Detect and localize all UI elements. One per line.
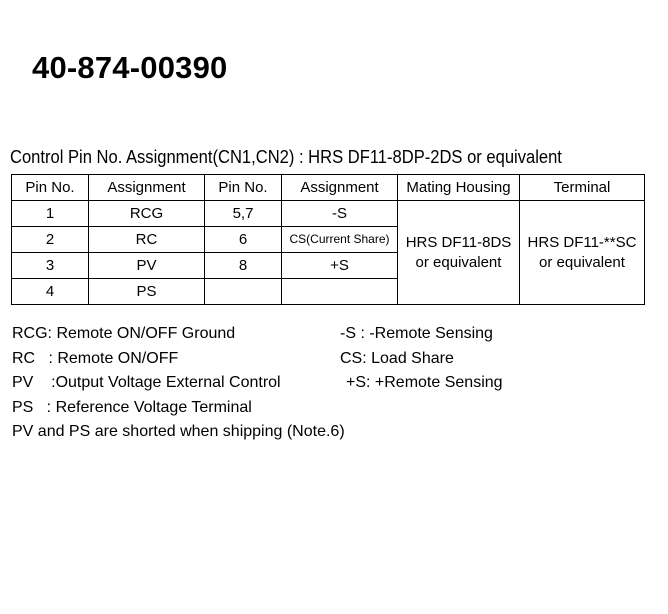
note-rc: RC : Remote ON/OFF (12, 349, 179, 367)
legend-notes (12, 322, 503, 445)
note-ps: PS : Reference Voltage Terminal (12, 398, 252, 416)
cell-assignment-2 (282, 279, 398, 305)
note-cs: CS: Load Share (340, 349, 454, 367)
cell-pin: 4 (12, 279, 89, 305)
cell-assignment: PV (89, 253, 205, 279)
note-plus-s: +S: +Remote Sensing (346, 374, 503, 391)
header-assignment: Assignment (89, 175, 205, 201)
note-row (12, 396, 345, 421)
header-pin-no: Pin No. (12, 175, 89, 201)
header-assignment-2: Assignment (282, 175, 398, 201)
header-terminal: Terminal (520, 175, 645, 201)
cell-pin-2: 8 (205, 253, 282, 279)
cell-assignment: PS (89, 279, 205, 305)
cell-assignment: RCG (89, 201, 205, 227)
cell-pin-2: 6 (205, 227, 282, 253)
cell-assignment-2: +S (282, 253, 398, 279)
cell-mating-housing: HRS DF11-8DS or equivalent (398, 201, 520, 305)
cell-assignment-2: -S (282, 201, 398, 227)
note-rcg: RCG: Remote ON/OFF Ground (12, 325, 236, 342)
cell-terminal: HRS DF11-**SC or equivalent (520, 201, 645, 305)
note-minus-s: -S : -Remote Sensing (340, 325, 493, 342)
part-number: 40-874-00390 (32, 50, 228, 85)
note-shipping: PV and PS are shorted when shipping (Note.6) (12, 423, 345, 440)
cell-pin: 1 (12, 201, 89, 227)
cell-assignment-2: CS(Current Share) (282, 227, 398, 253)
note-row (12, 347, 454, 372)
header-pin-no-2: Pin No. (205, 175, 282, 201)
note-row (12, 420, 345, 445)
table-header-row (12, 175, 645, 201)
cell-pin: 3 (12, 253, 89, 279)
cell-pin: 2 (12, 227, 89, 253)
note-row (12, 371, 503, 396)
note-row (12, 322, 493, 347)
cell-pin-2: 5,7 (205, 201, 282, 227)
pin-assignment-table (11, 174, 645, 305)
note-pv: PV :Output Voltage External Control (12, 374, 281, 391)
pin-assignment-heading: Control Pin No. Assignment(CN1,CN2) : HRS DF11-8DP-2DS or equivalent (10, 147, 562, 167)
cell-assignment: RC (89, 227, 205, 253)
header-mating-housing: Mating Housing (398, 175, 520, 201)
table-row (12, 201, 645, 227)
cell-pin-2 (205, 279, 282, 305)
